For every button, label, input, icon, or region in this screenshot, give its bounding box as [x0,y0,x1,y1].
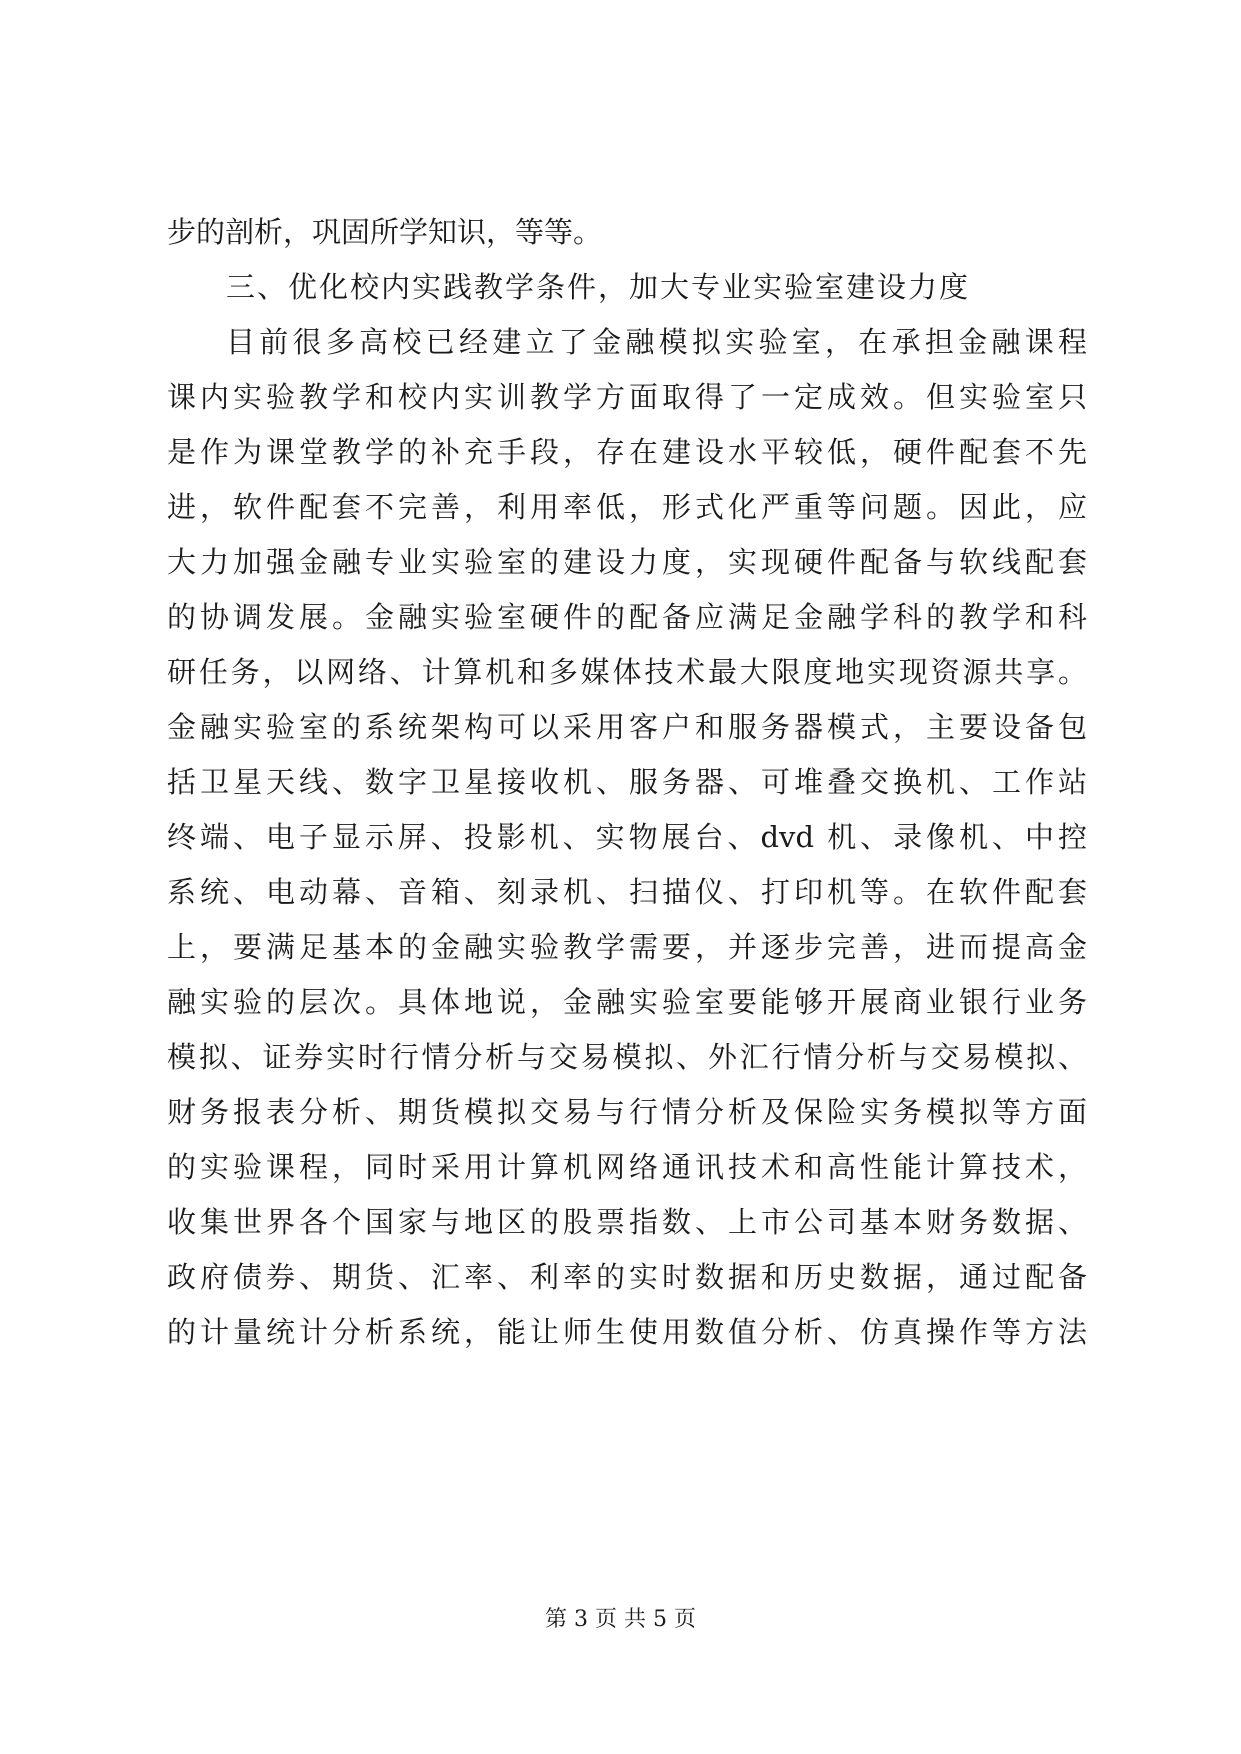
paragraph-line: 政府债券、期货、汇率、利率的实时数据和历史数据，通过配备 [167,1260,1087,1294]
paragraph-line: 系统、电动幕、音箱、刻录机、扫描仪、打印机等。在软件配套 [167,875,1087,909]
paragraph-line: 上，要满足基本的金融实验教学需要，并逐步完善，进而提高金 [167,930,1087,964]
paragraph-line: 大力加强金融专业实验室的建设力度，实现硬件配备与软线配套 [167,545,1087,579]
page-number-footer: 第 3 页 共 5 页 [545,1607,696,1632]
paragraph-line: 的协调发展。金融实验室硬件的配备应满足金融学科的教学和科 [167,600,1087,634]
paragraph-line: 括卫星天线、数字卫星接收机、服务器、可堆叠交换机、工作站 [167,765,1087,799]
paragraph-line: 进，软件配套不完善，利用率低，形式化严重等问题。因此，应 [167,490,1087,524]
paragraph-line: 步的剖析，巩固所学知识，等等。 [167,215,603,249]
paragraph-line: 收集世界各个国家与地区的股票指数、上市公司基本财务数据、 [167,1205,1087,1239]
paragraph-line: 课内实验教学和校内实训教学方面取得了一定成效。但实验室只 [167,380,1087,414]
paragraph-line: 目前很多高校已经建立了金融模拟实验室，在承担金融课程 [226,325,1087,359]
paragraph-line: 的计量统计分析系统，能让师生使用数值分析、仿真操作等方法 [167,1315,1087,1349]
paragraph-line: 金融实验室的系统架构可以采用客户和服务器模式，主要设备包 [167,710,1087,744]
paragraph-line: 的实验课程，同时采用计算机网络通讯技术和高性能计算技术， [167,1150,1087,1184]
paragraph-line: 模拟、证券实时行情分析与交易模拟、外汇行情分析与交易模拟、 [167,1040,1087,1074]
section-heading: 三、优化校内实践教学条件，加大专业实验室建设力度 [226,270,971,304]
paragraph-line: 融实验的层次。具体地说，金融实验室要能够开展商业银行业务 [167,985,1087,1019]
paragraph-line: 终端、电子显示屏、投影机、实物展台、dvd 机、录像机、中控 [167,820,1087,854]
paragraph-line: 财务报表分析、期货模拟交易与行情分析及保险实务模拟等方面 [167,1095,1087,1129]
paragraph-line: 是作为课堂教学的补充手段，存在建设水平较低，硬件配套不先 [167,435,1087,469]
paragraph-line: 研任务，以网络、计算机和多媒体技术最大限度地实现资源共享。 [167,655,1087,689]
